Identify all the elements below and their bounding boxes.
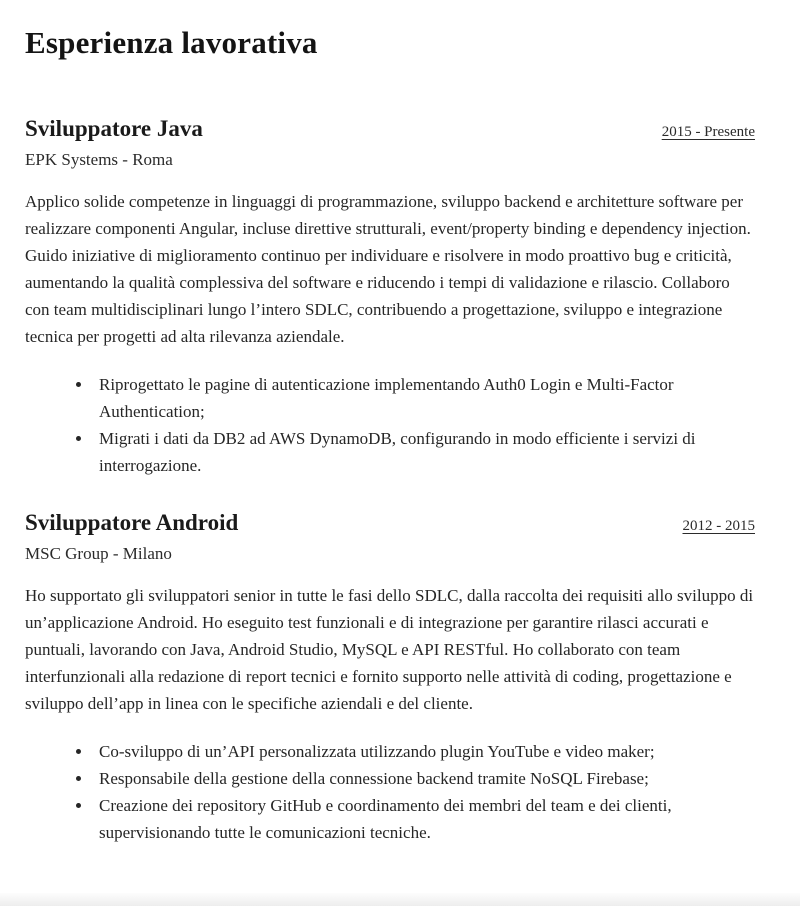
job-company: EPK Systems - Roma [25,149,173,169]
job-summary: Ho supportato gli sviluppatori senior in tutte le fasi dello SDLC, dalla raccolta dei requisiti allo sviluppo di un’applicazione Android. Ho eseguito test funzionali e di integrazione per garantire rilasci accurati e puntuali, lavorando con Java, Android Studio, MySQL e API RESTful. Ho collaborato con team interfunzionali alla redazione di report tecnici e fornito supporto nelle attività di coding, progettazione e sviluppo dell’app in linea con le specifiche aziendali e del cliente. [25,585,754,713]
experience-entry-java [25,115,755,479]
job-bullet-list [25,738,755,846]
job-bullet: • Co-sviluppo di un’API personalizzata utilizzando plugin YouTube e video maker; [93,738,755,765]
job-company: MSC Group - Milano [25,543,172,563]
job-bullet: • Responsabile della gestione della connessione backend tramite NoSQL Firebase; [93,765,755,792]
job-bullet: • Migrati i dati da DB2 ad AWS DynamoDB, configurando in modo efficiente i servizi di interrogazione. [93,425,755,479]
job-period: 2012 - 2015 [682,517,755,534]
job-period: 2015 - Presente [661,124,755,141]
page-bottom-edge [0,893,800,906]
job-bullet: • Riprogettato le pagine di autenticazione implementando Auth0 Login e Multi-Factor Authentication; [93,371,755,425]
job-header [25,509,755,538]
job-header [25,115,755,144]
experience-entry-android [25,509,755,846]
job-title: Sviluppatore Java [25,116,203,142]
job-title: Sviluppatore Android [25,509,239,535]
section-title: Esperienza lavorativa [25,25,318,60]
job-bullet: • Creazione dei repository GitHub e coordinamento dei membri del team e dei clienti, supervisionando tutte le comunicazioni tecniche. [93,792,755,846]
job-bullet-list [25,371,755,479]
job-summary: Applico solide competenze in linguaggi di programmazione, sviluppo backend e architetture software per realizzare componenti Angular, incluse direttive strutturali, event/property binding e dependency injection. Guido iniziative di miglioramento continuo per individuare e risolvere in modo proattivo bug e criticità, aumentando la qualità complessiva del software e riducendo i tempi di validazione e rilascio. Collaboro con team multidisciplinari lungo l’intero SDLC, contribuendo a progettazione, sviluppo e integrazione tecnica per progetti ad alta rilevanza aziendale. [25,191,751,346]
